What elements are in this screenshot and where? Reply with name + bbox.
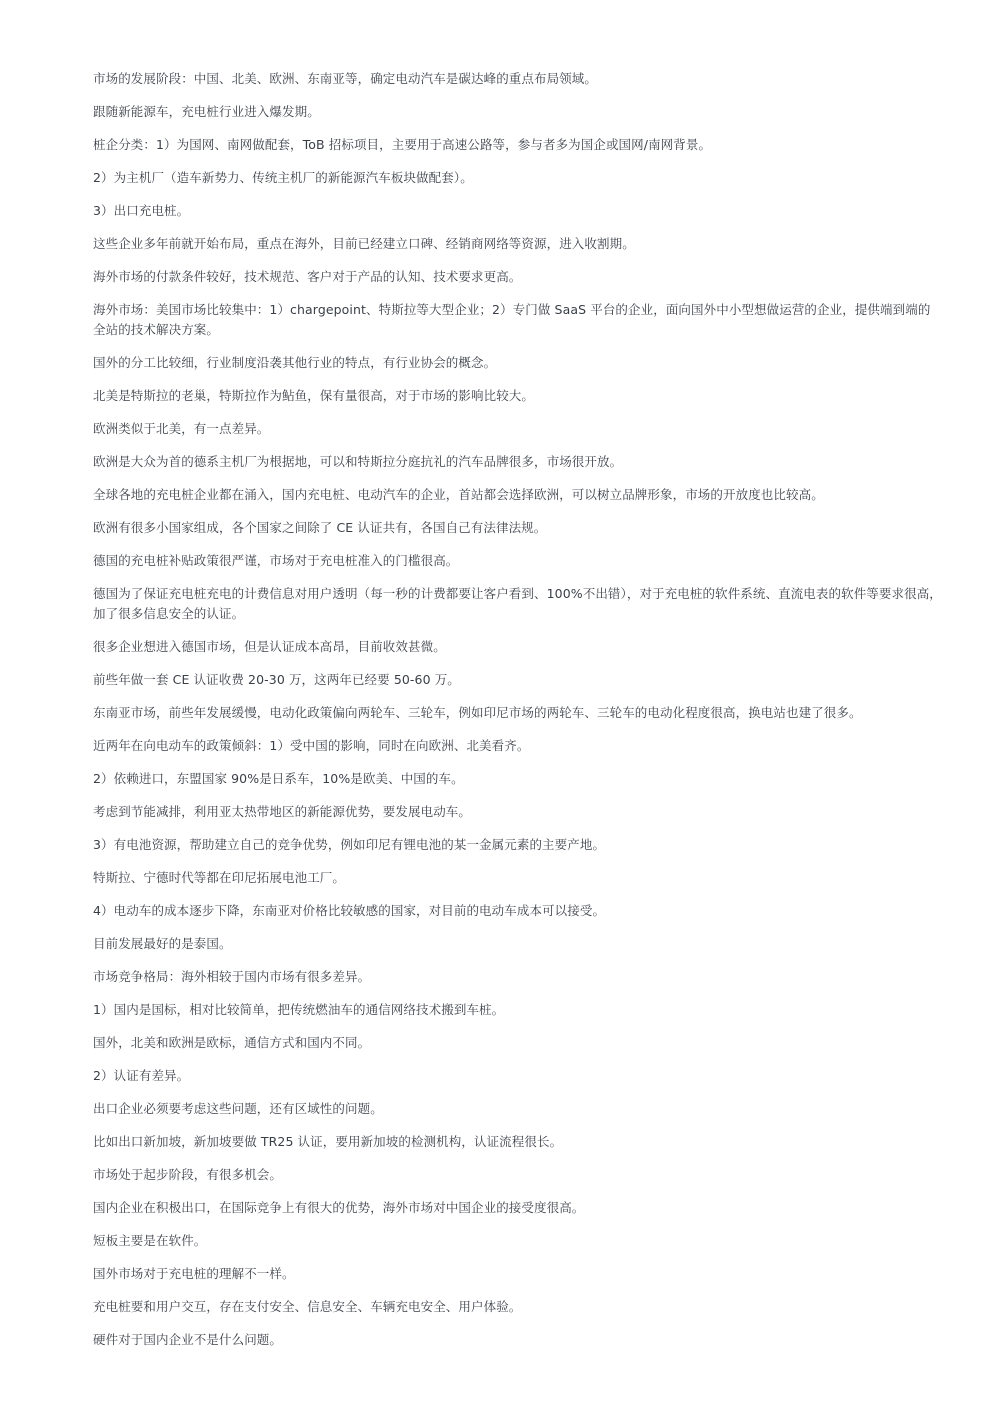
paragraph: 2）依赖进口，东盟国家 90%是日系车，10%是欧美、中国的车。 xyxy=(93,771,464,786)
paragraph: 欧洲类似于北美，有一点差异。 xyxy=(93,421,270,436)
paragraph: 前些年做一套 CE 认证收费 20-30 万，这两年已经要 50-60 万。 xyxy=(93,672,460,687)
paragraph: 出口企业必须要考虑这些问题，还有区域性的问题。 xyxy=(93,1101,383,1116)
paragraph: 市场的发展阶段：中国、北美、欧洲、东南亚等，确定电动汽车是碳达峰的重点布局领域。 xyxy=(93,71,598,86)
paragraph: 欧洲是大众为首的德系主机厂为根据地，可以和特斯拉分庭抗礼的汽车品牌很多，市场很开放。 xyxy=(93,454,623,469)
paragraph: 海外市场的付款条件较好，技术规范、客户对于产品的认知、技术要求更高。 xyxy=(93,269,522,284)
paragraph: 海外市场：美国市场比较集中：1）chargepoint、特斯拉等大型企业；2）专门做 SaaS 平台的企业，面向国外中小型想做运营的企业，提供端到端的全站的技术解决方案。 xyxy=(93,302,931,337)
paragraph: 很多企业想进入德国市场，但是认证成本高昂，目前收效甚微。 xyxy=(93,639,446,654)
paragraph: 国外市场对于充电桩的理解不一样。 xyxy=(93,1266,295,1281)
paragraph: 3）出口充电桩。 xyxy=(93,203,190,218)
paragraph: 德国为了保证充电桩充电的计费信息对用户透明（每一秒的计费都要让客户看到、100%不出错），对于充电桩的软件系统、直流电表的软件等要求很高，加了很多信息安全的认证。 xyxy=(93,586,942,621)
paragraph: 4）电动车的成本逐步下降，东南亚对价格比较敏感的国家，对目前的电动车成本可以接受。 xyxy=(93,903,606,918)
paragraph: 欧洲有很多小国家组成，各个国家之间除了 CE 认证共有，各国自己有法律法规。 xyxy=(93,520,547,535)
paragraph: 东南亚市场，前些年发展缓慢，电动化政策偏向两轮车、三轮车，例如印尼市场的两轮车、三轮车的电动化程度很高，换电站也建了很多。 xyxy=(93,705,862,720)
paragraph: 德国的充电桩补贴政策很严谨，市场对于充电桩准入的门槛很高。 xyxy=(93,553,459,568)
paragraph: 3）有电池资源，帮助建立自己的竞争优势，例如印尼有锂电池的某一金属元素的主要产地。 xyxy=(93,837,606,852)
paragraph: 目前发展最好的是泰国。 xyxy=(93,936,232,951)
paragraph: 这些企业多年前就开始布局，重点在海外，目前已经建立口碑、经销商网络等资源，进入收割期。 xyxy=(93,236,635,251)
document-body xyxy=(93,69,943,1363)
paragraph: 北美是特斯拉的老巢，特斯拉作为鲇鱼，保有量很高，对于市场的影响比较大。 xyxy=(93,388,535,403)
paragraph: 国外，北美和欧洲是欧标，通信方式和国内不同。 xyxy=(93,1035,371,1050)
paragraph: 全球各地的充电桩企业都在涌入，国内充电桩、电动汽车的企业，首站都会选择欧洲，可以树立品牌形象，市场的开放度也比较高。 xyxy=(93,487,824,502)
paragraph: 国内企业在积极出口，在国际竞争上有很大的优势，海外市场对中国企业的接受度很高。 xyxy=(93,1200,585,1215)
paragraph: 硬件对于国内企业不是什么问题。 xyxy=(93,1332,283,1347)
paragraph: 跟随新能源车，充电桩行业进入爆发期。 xyxy=(93,104,320,119)
paragraph: 特斯拉、宁德时代等都在印尼拓展电池工厂。 xyxy=(93,870,346,885)
paragraph: 考虑到节能减排，利用亚太热带地区的新能源优势，要发展电动车。 xyxy=(93,804,472,819)
paragraph: 2）为主机厂（造车新势力、传统主机厂的新能源汽车板块做配套）。 xyxy=(93,170,473,185)
paragraph: 市场处于起步阶段，有很多机会。 xyxy=(93,1167,283,1182)
paragraph: 桩企分类：1）为国网、南网做配套，ToB 招标项目，主要用于高速公路等，参与者多为国企或国网/南网背景。 xyxy=(93,137,712,152)
paragraph: 充电桩要和用户交互，存在支付安全、信息安全、车辆充电安全、用户体验。 xyxy=(93,1299,522,1314)
paragraph: 2）认证有差异。 xyxy=(93,1068,190,1083)
paragraph: 比如出口新加坡，新加坡要做 TR25 认证，要用新加坡的检测机构，认证流程很长。 xyxy=(93,1134,563,1149)
paragraph: 市场竞争格局：海外相较于国内市场有很多差异。 xyxy=(93,969,371,984)
paragraph: 国外的分工比较细，行业制度沿袭其他行业的特点，有行业协会的概念。 xyxy=(93,355,497,370)
paragraph: 近两年在向电动车的政策倾斜：1）受中国的影响，同时在向欧洲、北美看齐。 xyxy=(93,738,530,753)
paragraph: 1）国内是国标，相对比较简单，把传统燃油车的通信网络技术搬到车桩。 xyxy=(93,1002,505,1017)
paragraph: 短板主要是在软件。 xyxy=(93,1233,207,1248)
